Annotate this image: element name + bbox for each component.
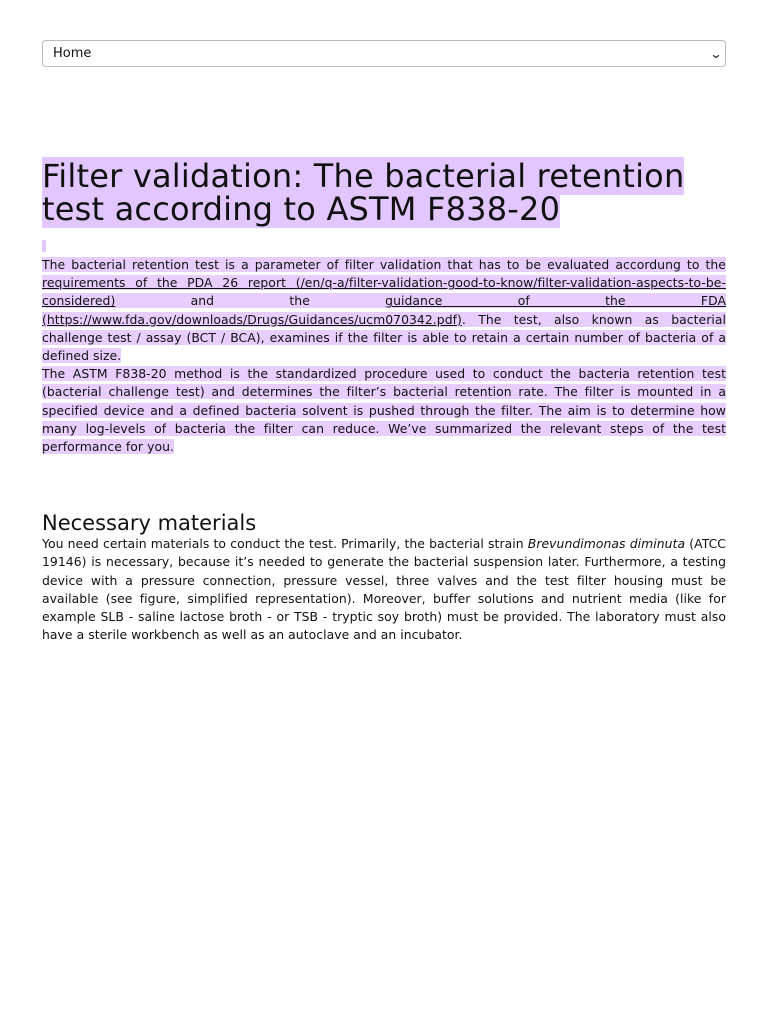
- page-title-text: Filter validation: The bacterial retention test according to ASTM F838-20: [42, 157, 685, 228]
- article: [42, 157, 726, 644]
- method-paragraph: [42, 365, 726, 456]
- materials-heading: Necessary materials: [42, 511, 257, 536]
- method-paragraph-text: The ASTM F838-20 method is the standardized procedure used to conduct the bacteria retention test (bacterial challenge test) and determines the filter’s bacterial retention rate. The filter is mounted in a specified device and a defined bacteria solvent is pushed through the filter. The aim is to determine how many log-levels of bacteria the filter can reduce. We’ve summarized the relevant steps of the test performance for you.: [42, 366, 726, 455]
- navigation-dropdown[interactable]: [42, 40, 726, 67]
- pda-report-link[interactable]: requirements of the PDA 26 report (/en/q-a/filter-validation-good-to-know/filter-validation-aspects-to-be-considered): [42, 275, 726, 309]
- fda-guidance-link[interactable]: guidance of the FDA (https://www.fda.gov/downloads/Drugs/Guidances/ucm070342.pdf): [42, 293, 726, 327]
- materials-text-end: (ATCC 19146) is necessary, because it’s needed to generate the bacterial suspension later. Furthermore, a testing device with a pressure connection, pressure vessel, three valves and the test filter housing must be available (see figure, simplified representation). Moreover, buffer solutions and nutrient media (like for example SLB - saline lactose broth - or TSB - tryptic soy broth) must be provided. The laboratory must also have a sterile workbench as well as an autoclave and an incubator.: [42, 536, 726, 643]
- bacterial-species: Brevundimonas diminuta: [527, 536, 686, 552]
- highlight-marker: [42, 226, 726, 256]
- intro-text-end: . The test, also known as bacterial challenge test / assay (BCT / BCA), examines if the filter is able to retain a certain number of bacteria of a defined size.: [42, 311, 726, 364]
- chevron-down-icon: ⌄: [709, 46, 723, 61]
- page-title: [42, 157, 726, 228]
- intro-paragraph: [42, 256, 726, 365]
- navigation-dropdown-value: Home: [53, 46, 92, 61]
- materials-text-start: You need certain materials to conduct the test. Primarily, the bacterial strain: [42, 536, 528, 552]
- intro-text-middle: and the: [115, 293, 386, 309]
- intro-text-start: The bacterial retention test is a parameter of filter validation that has to be evaluated accordung to the: [42, 257, 726, 272]
- materials-paragraph: [42, 535, 726, 644]
